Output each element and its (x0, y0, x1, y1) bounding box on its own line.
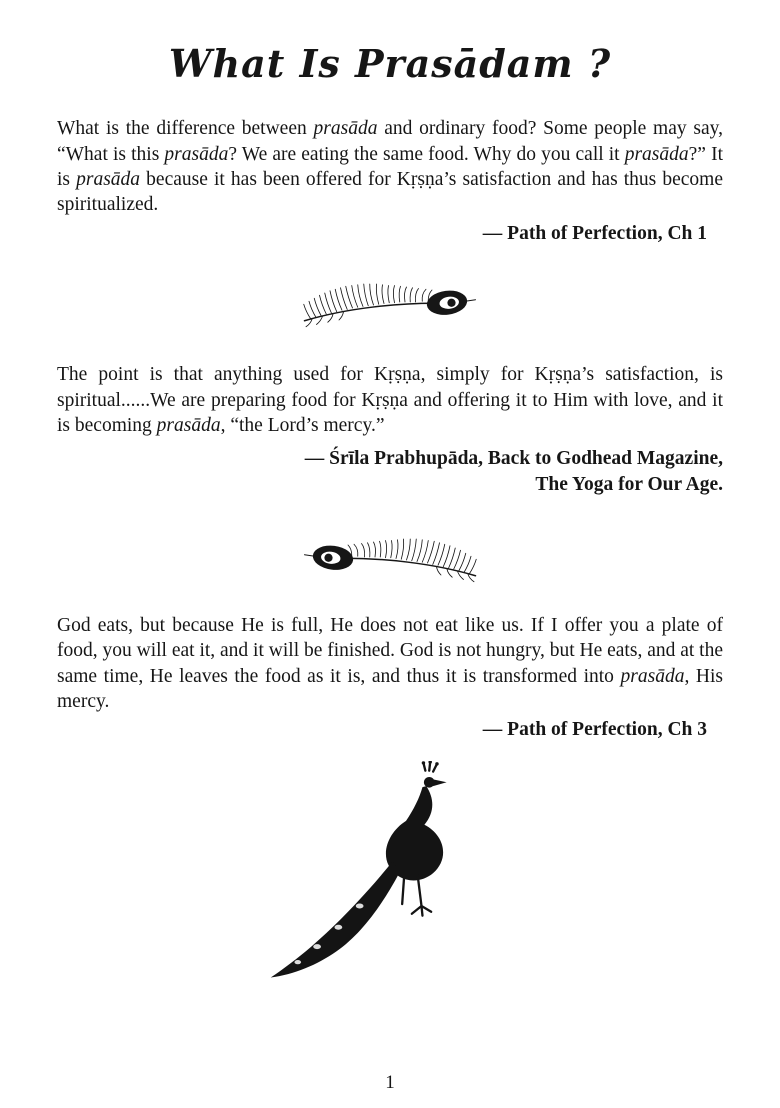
attribution-3: — Path of Perfection, Ch 3 (482, 719, 707, 741)
quote-paragraph-2: The point is that anything used for Kṛṣṇa, simply for Kṛṣṇa’s satisfaction, is spiritual......We are preparing food for Kṛṣṇa and offering it to Him with love, and it is becoming prasāda, “the Lord’s mercy.” (57, 364, 723, 436)
quote-paragraph-1: What is the difference between prasāda and ordinary food? Some people may say, “What is this prasāda? We are eating the same food. Why do you call it prasāda?” It is prasāda because it has been offered for Kṛṣṇa’s satisfaction and has thus become spiritualized. (57, 118, 723, 216)
attribution-1: — Path of Perfection, Ch 1 (482, 222, 707, 244)
quote-paragraph-3: God eats, but because He is full, He does not eat like us. If I offer you a plate of food, you will eat it, and it will be finished. God is not hungry, but He eats, and at the same time, He leaves the food as it is, and thus it is transformed into prasāda, His mercy. (57, 614, 724, 712)
page-number: 1 (385, 1072, 395, 1093)
attribution-2: — Śrīla Prabhupāda, Back to Godhead Magazine, The Yoga for Our Age. (304, 448, 723, 495)
page-content (57, 116, 723, 742)
peacock-feather-icon (300, 268, 480, 330)
peacock-feather-mirrored-icon (300, 523, 480, 585)
peacock-icon (260, 761, 496, 993)
page-title: What Is Prasādam ? (168, 41, 612, 87)
